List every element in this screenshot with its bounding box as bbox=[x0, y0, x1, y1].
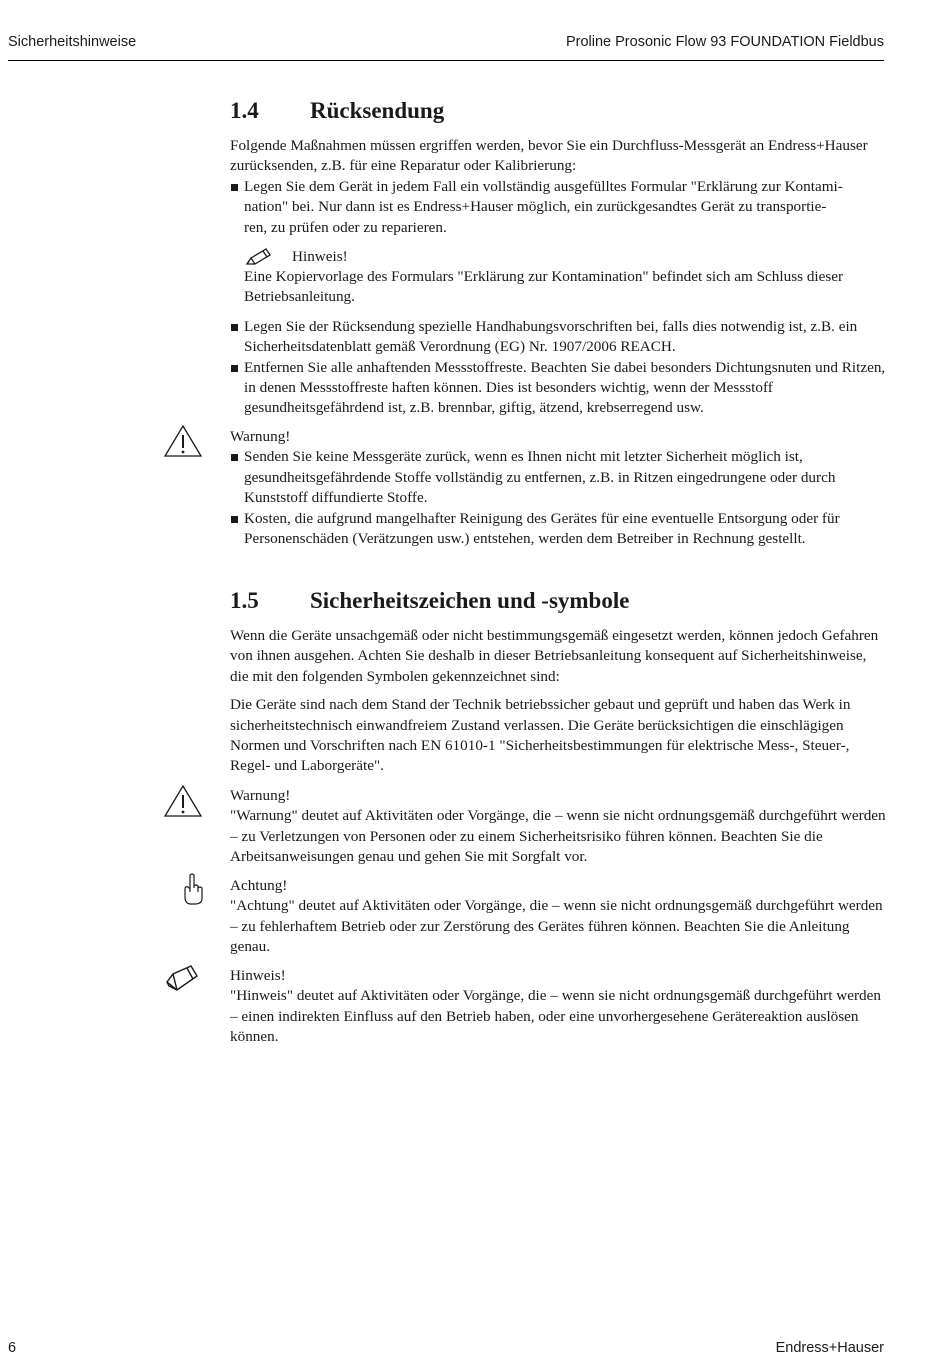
header-chapter: Sicherheitshinweise bbox=[8, 34, 137, 50]
warning-text: "Warnung" deutet auf Aktivitäten oder Vorgänge, die – wenn sie nicht ordnungsgemäß durchgeführt werden – zu Verletzungen von Personen oder zu einem Sicherheitsrisiko führen können. Beachten Sie die Arbeitsanweisungen genau und gehen Sie mit Sorgfalt vor. bbox=[230, 807, 886, 866]
bullet-text: nation" bei. Nur dann ist es Endress+Hauser möglich, ein zurückgesandtes Gerät zu transportie- bbox=[244, 198, 827, 216]
section-1-5 bbox=[230, 586, 886, 777]
return-steps-list-continued bbox=[230, 317, 886, 419]
hand-caution-icon bbox=[182, 872, 204, 906]
list-item: Kosten, die aufgrund mangelhafter Reinigung des Gerätes für eine eventuelle Entsorgung oder für Personenschäden (Verätzungen usw.) entstehen, werden dem Betreiber in Rechnung gestellt. bbox=[230, 509, 886, 550]
section-title: Sicherheitszeichen und -symbole bbox=[310, 588, 630, 613]
note-symbol-block bbox=[230, 966, 886, 1048]
note-text: "Hinweis" deutet auf Aktivitäten oder Vorgänge, die – wenn sie nicht ordnungsgemäß durchgeführt werden – einen indirekten Einfluss auf den Betrieb haben, oder eine unvorhergesehene Gerätereaktion auslösen können. bbox=[230, 987, 881, 1046]
page-number: 6 bbox=[8, 1340, 17, 1356]
note-title: Hinweis! bbox=[230, 967, 286, 984]
pencil-icon bbox=[163, 964, 203, 998]
return-steps-list bbox=[230, 177, 886, 238]
warning-title: Warnung! bbox=[230, 787, 291, 804]
bullet-text: ren, zu prüfen oder zu reparieren. bbox=[244, 218, 447, 236]
warning-symbol-block bbox=[230, 786, 886, 868]
paragraph: Wenn die Geräte unsachgemäß oder nicht bestimmungsgemäß eingesetzt werden, können jedoch Gefahren von ihnen ausgehen. Achten Sie deshalb in dieser Betriebsanleitung konsequent auf Sicherheitshinweise, die mit den folgenden Symbolen gekennzeichnet sind: bbox=[230, 627, 879, 685]
section-number: 1.4 bbox=[230, 98, 259, 123]
warning-block-return bbox=[230, 427, 886, 549]
warning-title: Warnung! bbox=[230, 428, 291, 445]
bullet-text: Legen Sie dem Gerät in jedem Fall ein vollständig ausgefülltes Formular "Erklärung zur Kontami- bbox=[244, 177, 843, 195]
list-item: Legen Sie der Rücksendung spezielle Handhabungsvorschriften bei, falls dies notwendig ist, z.B. ein Sicherheitsdatenblatt gemäß Verordnung (EG) Nr. 1907/2006 REACH. bbox=[230, 317, 886, 358]
caution-text: "Achtung" deutet auf Aktivitäten oder Vorgänge, die – wenn sie nicht ordnungsgemäß durchgeführt werden – zu fehlerhaftem Betrieb oder zur Zerstörung des Gerätes führen können. Beachten Sie die Anleitung genau. bbox=[230, 897, 883, 956]
caution-symbol-block bbox=[230, 876, 886, 958]
paragraph: Die Geräte sind nach dem Stand der Technik betriebssicher gebaut und geprüft und haben das Werk in sicherheitstechnisch einwandfreiem Zustand verlassen. Die Geräte berücksichtigen die einschlägigen Normen und Vorschriften nach EN 61010-1 "Sicherheitsbestimmungen für elektrische Mess-, Steuer-, Regel- und Laborgeräte". bbox=[230, 696, 851, 775]
list-item: Entfernen Sie alle anhaftenden Messstoffreste. Beachten Sie dabei besonders Dichtungsnuten und Ritzen, in denen Messstoffreste haften können. Dies ist besonders wichtig, wenn der Messstoff gesundheitsgefährdend ist, z.B. brennbar, giftig, ätzend, krebserregend usw. bbox=[230, 358, 886, 419]
section-1-4 bbox=[230, 96, 886, 419]
intro-paragraph: Folgende Maßnahmen müssen ergriffen werden, bevor Sie ein Durchfluss-Messgerät an Endress+Hauser zurücksenden, z.B. für eine Reparatur oder Kalibrierung: bbox=[230, 137, 868, 175]
header-product: Proline Prosonic Flow 93 FOUNDATION Fieldbus bbox=[565, 34, 884, 50]
section-heading bbox=[230, 586, 886, 616]
note-title-row bbox=[244, 247, 886, 267]
footer-brand: Endress+Hauser bbox=[775, 1340, 884, 1356]
caution-title: Achtung! bbox=[230, 877, 288, 894]
note-text: Eine Kopiervorlage des Formulars "Erklärung zur Kontamination" befindet sich am Schluss dieser Betriebsanleitung. bbox=[244, 268, 844, 306]
warning-icon bbox=[163, 424, 203, 458]
list-item bbox=[230, 177, 886, 238]
section-heading bbox=[230, 96, 886, 126]
inline-note bbox=[244, 247, 886, 308]
section-number: 1.5 bbox=[230, 588, 259, 613]
section-title: Rücksendung bbox=[310, 98, 445, 123]
list-item: Senden Sie keine Messgeräte zurück, wenn es Ihnen nicht mit letzter Sicherheit möglich ist, gesundheitsgefährdende Stoffe vollständig zu entfernen, z.B. in Ritzen eingedrungene oder durch Kunststoff diffundierte Stoffe. bbox=[230, 447, 886, 508]
page-header bbox=[8, 32, 884, 61]
pencil-icon bbox=[244, 247, 278, 267]
note-title: Hinweis! bbox=[292, 248, 348, 266]
warning-icon bbox=[163, 784, 203, 818]
warning-list bbox=[230, 447, 886, 549]
